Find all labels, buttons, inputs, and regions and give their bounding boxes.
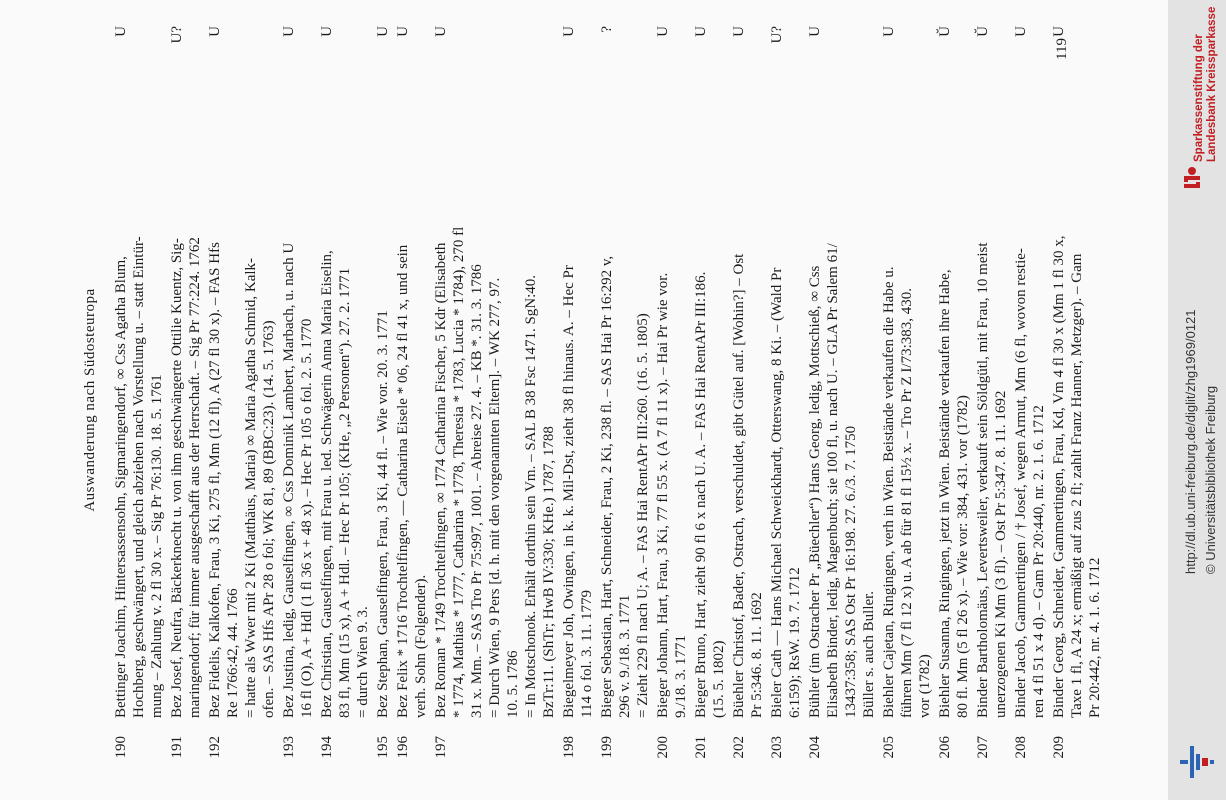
entry-line: = In Motschonok. Erhält dorthin sein Vm. – SAL B 38 Fsc 1471. SgN:40. [523, 274, 539, 718]
entry-number: 201 [693, 736, 709, 759]
entry-line: Bez Christian, Gauselfingen, mit Frau u. led. Schwägerin Anna Maria Eiselin, [319, 250, 335, 718]
copyright-credit: © Universitätsbibliothek Freiburg [1203, 385, 1218, 574]
entry-line: = Zieht 229 fl nach U; A. – FAS Hai RentAPr III:260. (16. 5. 1805) [635, 313, 651, 718]
entry-191 [168, 20, 204, 780]
entry-number: 207 [975, 736, 991, 759]
entry-line: mung – Zahlung v. 2 fl 30 x. – Sig Pr 76:130. 18. 5. 1761 [149, 374, 165, 718]
entry-192 [206, 20, 278, 780]
entry-line: = durch Wien 9. 3. [355, 606, 371, 718]
entry-line: Binder Georg, Schneider, Gammertingen, Frau, Kd, Vm 4 fl 30 x (Mm 1 fl 30 x, [1051, 235, 1067, 718]
entry-number: 199 [599, 736, 615, 759]
entry-line: Büller s. auch Buller. [861, 590, 877, 718]
entry-line: Bettinger Joachim, Hintersassensohn, Sigmaringendorf, ∞ Css Agatha Blum, [113, 256, 129, 718]
entry-line: Pr 5:346. 8. 11. 1692 [749, 592, 765, 718]
entry-line: 13437:358; SAS Ost Pr 16:198. 27. 6./3. 7. 1750 [843, 425, 859, 718]
entry-line: Elisabeth Binder, ledig, Magenbuch; sie 100 fl, u. nach U. – GLA Pr Salem 61/ [825, 243, 841, 718]
entry-number: 194 [319, 736, 335, 759]
entry-line: 80 fl. Mm (5 fl 26 x). – Wie vor: 384, 431. vor (1782) [955, 395, 971, 718]
entry-193 [280, 20, 316, 780]
entry-205 [880, 20, 934, 780]
entry-number: 206 [937, 736, 953, 759]
entry-line: Bez Felix * 1716 Trochtelfingen, –– Catharina Eisele * 06, 24 fl 41 x, und sein [395, 244, 411, 718]
page-number: 119 [1054, 38, 1070, 60]
entry-line: maringendorf; für immer ausgeschafft aus der Herrschaft. – Sig Pr 77:224. 1762 [187, 237, 203, 718]
entry-line: verh. Sohn (Folgender). [413, 574, 429, 718]
destination-mark: U [807, 26, 823, 37]
destination-mark: ? [599, 26, 615, 33]
entry-201 [692, 20, 728, 780]
entry-line: (15. 5. 1802) [711, 640, 727, 718]
entry-line: Re 1766:42, 44. 1766 [225, 588, 241, 718]
brand-line-1: Sparkassenstiftung der [1193, 34, 1205, 162]
entry-line: 16 fl (O), A + Hdl (1 fl 36 x + 48 x). – Hec Pr 105 o fol. 2. 5. 1770 [299, 318, 315, 718]
entry-line: Bieger Bruno, Hart, zieht 90 fl 6 x nach U. A. – FAS Hai RentAPr III:186. [693, 271, 709, 718]
entry-number: 204 [807, 736, 823, 759]
entry-190 [112, 20, 166, 780]
destination-mark: U [881, 26, 897, 37]
entry-number: 202 [731, 736, 747, 759]
entry-line: ren 4 fl 51 x 4 d). – Gam Pr 20:440, nr. 2. 1. 6. 1712 [1031, 405, 1047, 718]
source-url[interactable]: http://dl.ub.uni-freiburg.de/diglit/zhg1969/0121 [1183, 309, 1198, 574]
destination-mark: U [319, 26, 335, 37]
entry-line: unerzogenen Ki Mm (3 fl). – Ost Pr 5:347. 8. 11. 1692 [993, 390, 1009, 718]
destination-mark: U [281, 26, 297, 37]
entry-line: Binder Bartholomäus, Levertsweiler, verkauft sein Söldgütl, mit Frau, 10 meist [975, 242, 991, 718]
entry-199 [598, 20, 652, 780]
page-content [54, 20, 1114, 780]
destination-mark: U [207, 26, 223, 37]
entry-number: 205 [881, 736, 897, 759]
entry-number: 193 [281, 736, 297, 759]
entry-line: * 1774, Mathias * 1777, Catharina * 1778, Theresia * 1783, Lucia * 1784), 270 fl [451, 226, 467, 718]
entry-line: Bez Josef, Neufra, Bäckerknecht u. von ihm geschwängerte Ottilie Kuentz, Sig- [169, 238, 185, 718]
entry-195 [374, 20, 392, 780]
entry-line: führen Mm (7 fl 12 x) u. A ab für 81 fl 15½ x. – Tro Pr Z I/73:383, 430. [899, 288, 915, 718]
entry-line: = hatte als Wwer mit 2 Ki (Matthäus, Maria) ∞ Maria Agatha Schmid, Kalk- [243, 257, 259, 718]
destination-mark: U [433, 26, 449, 37]
entry-198 [560, 20, 596, 780]
entry-line: BzTr:11. (ShTr; HwB IV:330; KHe.) 1787, 1788 [541, 426, 557, 718]
entry-line: Bieger Sebastian, Hart, Schneider, Frau, 2 Ki, 238 fl. – SAS Hai Pr 16:292 v, [599, 255, 615, 718]
entry-line: 296 v. 9./18. 3. 1771 [617, 594, 633, 718]
destination-mark: U [1051, 26, 1067, 37]
entry-209 [1050, 20, 1104, 780]
running-head: Auswanderung nach Südosteuropa [82, 288, 98, 512]
entry-line: 31 x. Mm. – SAS Tro Pr 75:997, 1001. – Abreise 27. 4. – KB *. 31. 3. 1786 [469, 264, 485, 718]
entry-line: 6:159); RsW. 19. 7. 1712 [787, 567, 803, 718]
entry-number: 203 [769, 736, 785, 759]
entry-204 [806, 20, 878, 780]
sparkasse-logo-icon [1180, 166, 1204, 190]
entry-number: 191 [169, 736, 185, 759]
entry-line: ofen. – SAS Hfs APr 28 o fol; WK 81, 89 (BBC:23). (14. 5. 1763) [261, 320, 277, 718]
entry-number: 190 [113, 736, 129, 759]
entry-207 [974, 20, 1010, 780]
entry-list [112, 20, 1106, 780]
entry-200 [654, 20, 690, 780]
entry-208 [1012, 20, 1048, 780]
destination-mark: U [1013, 26, 1029, 37]
ub-freiburg-logo-icon [1178, 742, 1216, 782]
destination-mark: U [731, 26, 747, 37]
entry-line: Bieler Cath –– Hans Michael Schweickhardt, Otterswang, 8 Ki. – (Wald Pr [769, 267, 785, 718]
entry-194 [318, 20, 372, 780]
entry-line: Taxe 1 fl, A 24 x; ermäßigt auf zus 2 fl; zahlt Franz Hanner, Metzger). – Gam [1069, 253, 1085, 718]
destination-mark: U [395, 26, 411, 37]
destination-mark: U [561, 26, 577, 37]
destination-mark: U [113, 26, 129, 37]
entry-203 [768, 20, 804, 780]
entry-line: 114 o fol. 3. 11. 1779 [579, 589, 595, 718]
entry-197 [432, 20, 558, 780]
destination-mark: U? [769, 26, 785, 44]
entry-number: 208 [1013, 736, 1029, 759]
entry-206 [936, 20, 972, 780]
entry-number: 196 [395, 736, 411, 759]
entry-line: 10. 5. 1786 [505, 650, 521, 718]
brand-line-2: Landesbank Kreissparkasse [1206, 6, 1218, 162]
entry-line: Bez Stephan, Gauselfingen, Frau, 3 Ki, 44 fl. – Wie vor. 20. 3. 1771 [375, 310, 391, 718]
entry-number: 209 [1051, 736, 1067, 759]
entry-line: Hochberg, geschwängert, und gleich abziehen nach Vorstellung u. – statt Eintür- [131, 236, 147, 718]
destination-mark: U [693, 26, 709, 37]
entry-202 [730, 20, 766, 780]
entry-line: Biehler Cajetan, Ringingen, verh in Wien. Beistände verkaufen die Habe u. [881, 266, 897, 718]
entry-line: = Durch Wien, 9 Pers [d. h. mit den vorgenannten Eltern]. – WK 277, 97. [487, 277, 503, 718]
entry-196 [394, 20, 430, 780]
entry-line: Bez Justina, ledig, Gauselfingen, ∞ Css Dominik Lambert, Marbach, u. nach U [281, 242, 297, 718]
destination-mark: Ŭ [937, 26, 953, 37]
entry-line: 9./18. 3. 1771 [673, 635, 689, 718]
entry-number: 200 [655, 736, 671, 759]
entry-line: Pr 20:442, nr. 4. 1. 6. 1712 [1087, 557, 1103, 718]
entry-line: Bieger Johann, Hart, Frau, 3 Ki, 77 fl 55 x. (A 7 fl 11 x). – Hai Pr wie vor. [655, 272, 671, 718]
entry-number: 198 [561, 736, 577, 759]
entry-line: Biehler Susanna, Ringingen, jetzt in Wien. Beistände verkaufen ihre Habe, [937, 269, 953, 718]
entry-line: Bez Roman * 1749 Trochtelfingen, ∞ 1774 Catharina Fischer, 5 Kdr (Elisabeth [433, 242, 449, 718]
entry-line: Bez Fidelis, Kalkofen, Frau, 3 Ki, 275 fl, Mm (12 fl), A (27 fl 30 x). – FAS Hfs [207, 242, 223, 718]
entry-line: Binder Jacob, Gammertingen / † Josef, wegen Armut, Mm (6 fl, wovon restie- [1013, 248, 1029, 718]
destination-mark: U [375, 26, 391, 37]
entry-line: Büehler Christof, Bader, Ostrach, verschuldet, gibt Gütel auf. [Wohin?] – Ost [731, 253, 747, 718]
entry-number: 195 [375, 736, 391, 759]
entry-number: 192 [207, 736, 223, 759]
entry-line: vor (1782) [917, 654, 933, 718]
entry-number: 197 [433, 736, 449, 759]
destination-mark: Ŭ [975, 26, 991, 37]
entry-line: Bühler (im Ostracher Pr „Büechler“) Hans Georg, ledig, Mottschieß, ∞ Css [807, 265, 823, 718]
entry-line: 83 fl, Mm (15 x), A + Hdl. – Hec Pr 105; (KHe, „2 Personen“). 27. 2. 1771 [337, 267, 353, 718]
entry-line: Biegelmeyer Joh, Owingen, in k. k. Mil-Dst, zieht 38 fl hinaus. A. – Hec Pr [561, 265, 577, 718]
destination-mark: U [655, 26, 671, 37]
destination-mark: U? [169, 26, 185, 44]
